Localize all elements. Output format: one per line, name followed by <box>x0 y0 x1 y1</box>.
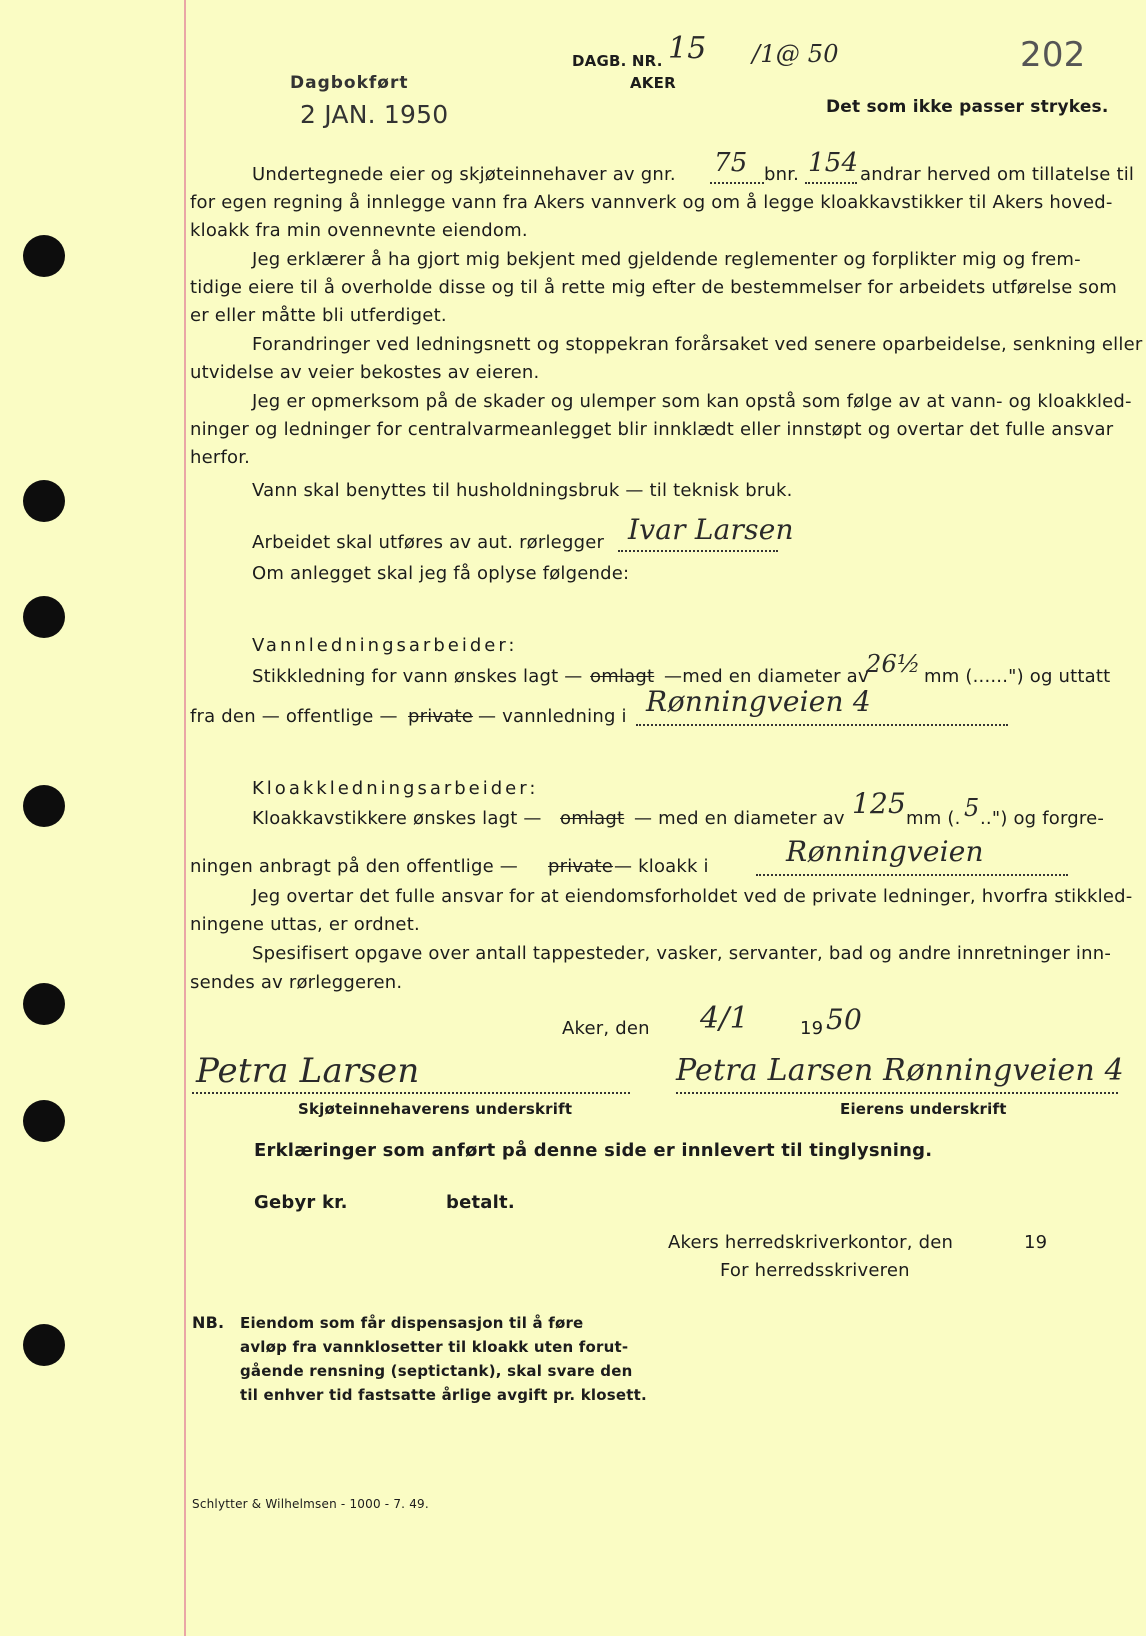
para5-line1: Jeg overtar det fulle ansvar for at eiendomsforholdet ved de private ledninger, hvorfra stikkled- <box>252 886 1133 907</box>
location-label: AKER <box>630 74 676 92</box>
dagb-number: 15 <box>668 31 707 66</box>
nb-line3: gående rensning (septictank), skal svare den <box>240 1362 633 1380</box>
para4-line3: herfor. <box>190 447 251 468</box>
sewer-line2a: ningen anbragt på den offentlige — <box>190 856 519 877</box>
punch-hole-2 <box>23 480 65 522</box>
water-omlagt-struck: omlagt <box>590 666 655 687</box>
registry-declaration: Erklæringer som anført på denne side er innlevert til tinglysning. <box>254 1140 933 1161</box>
water-line1a: Stikkledning for vann ønskes lagt — <box>252 666 583 687</box>
fee-label: Gebyr kr. <box>254 1192 348 1213</box>
registry-office-year: 19 <box>1024 1232 1048 1253</box>
para6-line1: Spesifisert opgave over antall tappesteder, vasker, servanter, bad og andre innretninger inn- <box>252 943 1112 964</box>
sewer-line2b: — kloakk i <box>614 856 709 877</box>
sewer-diameter: 125 <box>852 787 907 820</box>
stamp-date: 2 JAN. 1950 <box>300 100 449 129</box>
usage-line: Vann skal benyttes til husholdningsbruk — til teknisk bruk. <box>252 480 793 501</box>
holder-signature-label: Skjøteinnehaverens underskrift <box>298 1100 573 1118</box>
owner-signature: Petra Larsen Rønningveien 4 <box>676 1053 1124 1088</box>
punch-hole-3 <box>23 596 65 638</box>
nb-line1: Eiendom som får dispensasjon til å føre <box>240 1314 584 1332</box>
bnr-dots <box>805 182 857 184</box>
date-century: 19 <box>800 1018 824 1039</box>
sewer-omlagt-struck: omlagt <box>560 808 625 829</box>
para1-line1a: Undertegnede eier og skjøteinnehaver av gnr. <box>252 164 676 185</box>
para4-line1: Jeg er opmerksom på de skader og ulemper som kan opstå som følge av at vann- og kloakkled- <box>252 391 1132 412</box>
holder-signature: Petra Larsen <box>196 1051 420 1091</box>
sewer-line1b: — med en diameter av <box>634 808 845 829</box>
water-line1b: —med en diameter av <box>664 666 869 687</box>
owner-signature-label: Eierens underskrift <box>840 1100 1007 1118</box>
para1-line2: for egen regning å innlegge vann fra Akers vannverk og om å legge kloakkavstikker til Akers hoved- <box>190 192 1113 213</box>
sewer-inch: 5 <box>964 794 980 822</box>
punch-hole-5 <box>23 983 65 1025</box>
nb-label: NB. <box>192 1313 225 1332</box>
para4-line2: ninger og ledninger for centralvarmeanlegget blir innklædt eller innstøpt og overtar det fulle ansvar <box>190 419 1114 440</box>
para5-line2: ningene uttas, er ordnet. <box>190 914 420 935</box>
sewer-street-dots <box>756 874 1068 876</box>
para6-line2: sendes av rørleggeren. <box>190 972 403 993</box>
water-private-struck: private <box>408 706 474 727</box>
plumber-dots <box>618 550 778 552</box>
sewer-private-struck: private <box>548 856 614 877</box>
para1-line1b: bnr. <box>764 164 800 185</box>
water-heading: Vannledningsarbeider: <box>252 635 518 656</box>
water-line1c: mm (......") og uttatt <box>924 666 1111 687</box>
bnr-value: 154 <box>808 148 859 178</box>
punch-hole-6 <box>23 1100 65 1142</box>
sewer-line1c: mm (. <box>906 808 961 829</box>
stamp-label: Dagbokført <box>290 73 409 93</box>
strike-instruction: Det som ikke passer strykes. <box>826 97 1109 117</box>
water-street: Rønningveien 4 <box>646 685 871 718</box>
registry-for-label: For herredsskriveren <box>720 1260 910 1281</box>
paid-label: betalt. <box>446 1192 515 1213</box>
para1-line3: kloakk fra min ovennevnte eiendom. <box>190 220 528 241</box>
sewer-street: Rønningveien <box>786 835 984 868</box>
punch-hole-1 <box>23 235 65 277</box>
water-line2b: — vannledning i <box>478 706 627 727</box>
margin-line <box>184 0 186 1636</box>
sewer-heading: Kloakkledningsarbeider: <box>252 778 539 799</box>
plumber-name: Ivar Larsen <box>628 513 794 546</box>
nb-line4: til enhver tid fastsatte årlige avgift pr. klosett. <box>240 1386 647 1404</box>
punch-hole-7 <box>23 1324 65 1366</box>
water-line2a: fra den — offentlige — <box>190 706 398 727</box>
dagb-year: /1@ 50 <box>752 40 839 68</box>
gnr-dots <box>710 182 764 184</box>
date-label: Aker, den <box>562 1018 650 1039</box>
holder-signature-line <box>192 1092 630 1094</box>
page-number: 202 <box>1020 35 1086 75</box>
para3-line1: Forandringer ved ledningsnett og stoppekran forårsaket ved senere oparbeidelse, senkning eller <box>252 334 1143 355</box>
para3-line2: utvidelse av veier bekostes av eieren. <box>190 362 540 383</box>
gnr-value: 75 <box>714 148 748 178</box>
sewer-line1a: Kloakkavstikkere ønskes lagt — <box>252 808 542 829</box>
dagb-label: DAGB. NR. <box>572 52 663 70</box>
owner-signature-line <box>676 1092 1118 1094</box>
info-intro: Om anlegget skal jeg få oplyse følgende: <box>252 563 630 584</box>
para2-line1: Jeg erklærer å ha gjort mig bekjent med gjeldende reglementer og forplikter mig og frem- <box>252 249 1081 270</box>
date-day: 4/1 <box>700 1001 749 1036</box>
para2-line3: er eller måtte bli utferdiget. <box>190 305 447 326</box>
punch-hole-4 <box>23 785 65 827</box>
para2-line2: tidige eiere til å overholde disse og til å rette mig efter de bestemmelser for arbeidets utførelse som <box>190 277 1117 298</box>
para1-line1c: andrar herved om tillatelse til <box>860 164 1135 185</box>
printer-imprint: Schlytter & Wilhelmsen - 1000 - 7. 49. <box>192 1497 429 1511</box>
nb-line2: avløp fra vannklosetter til kloakk uten forut- <box>240 1338 629 1356</box>
plumber-label: Arbeidet skal utføres av aut. rørlegger <box>252 532 605 553</box>
sewer-line1d: ..") og forgre- <box>980 808 1105 829</box>
water-street-dots <box>636 724 1008 726</box>
registry-office: Akers herredskriverkontor, den <box>668 1232 954 1253</box>
water-diameter: 26½ <box>866 650 921 678</box>
date-year: 50 <box>826 1003 863 1036</box>
